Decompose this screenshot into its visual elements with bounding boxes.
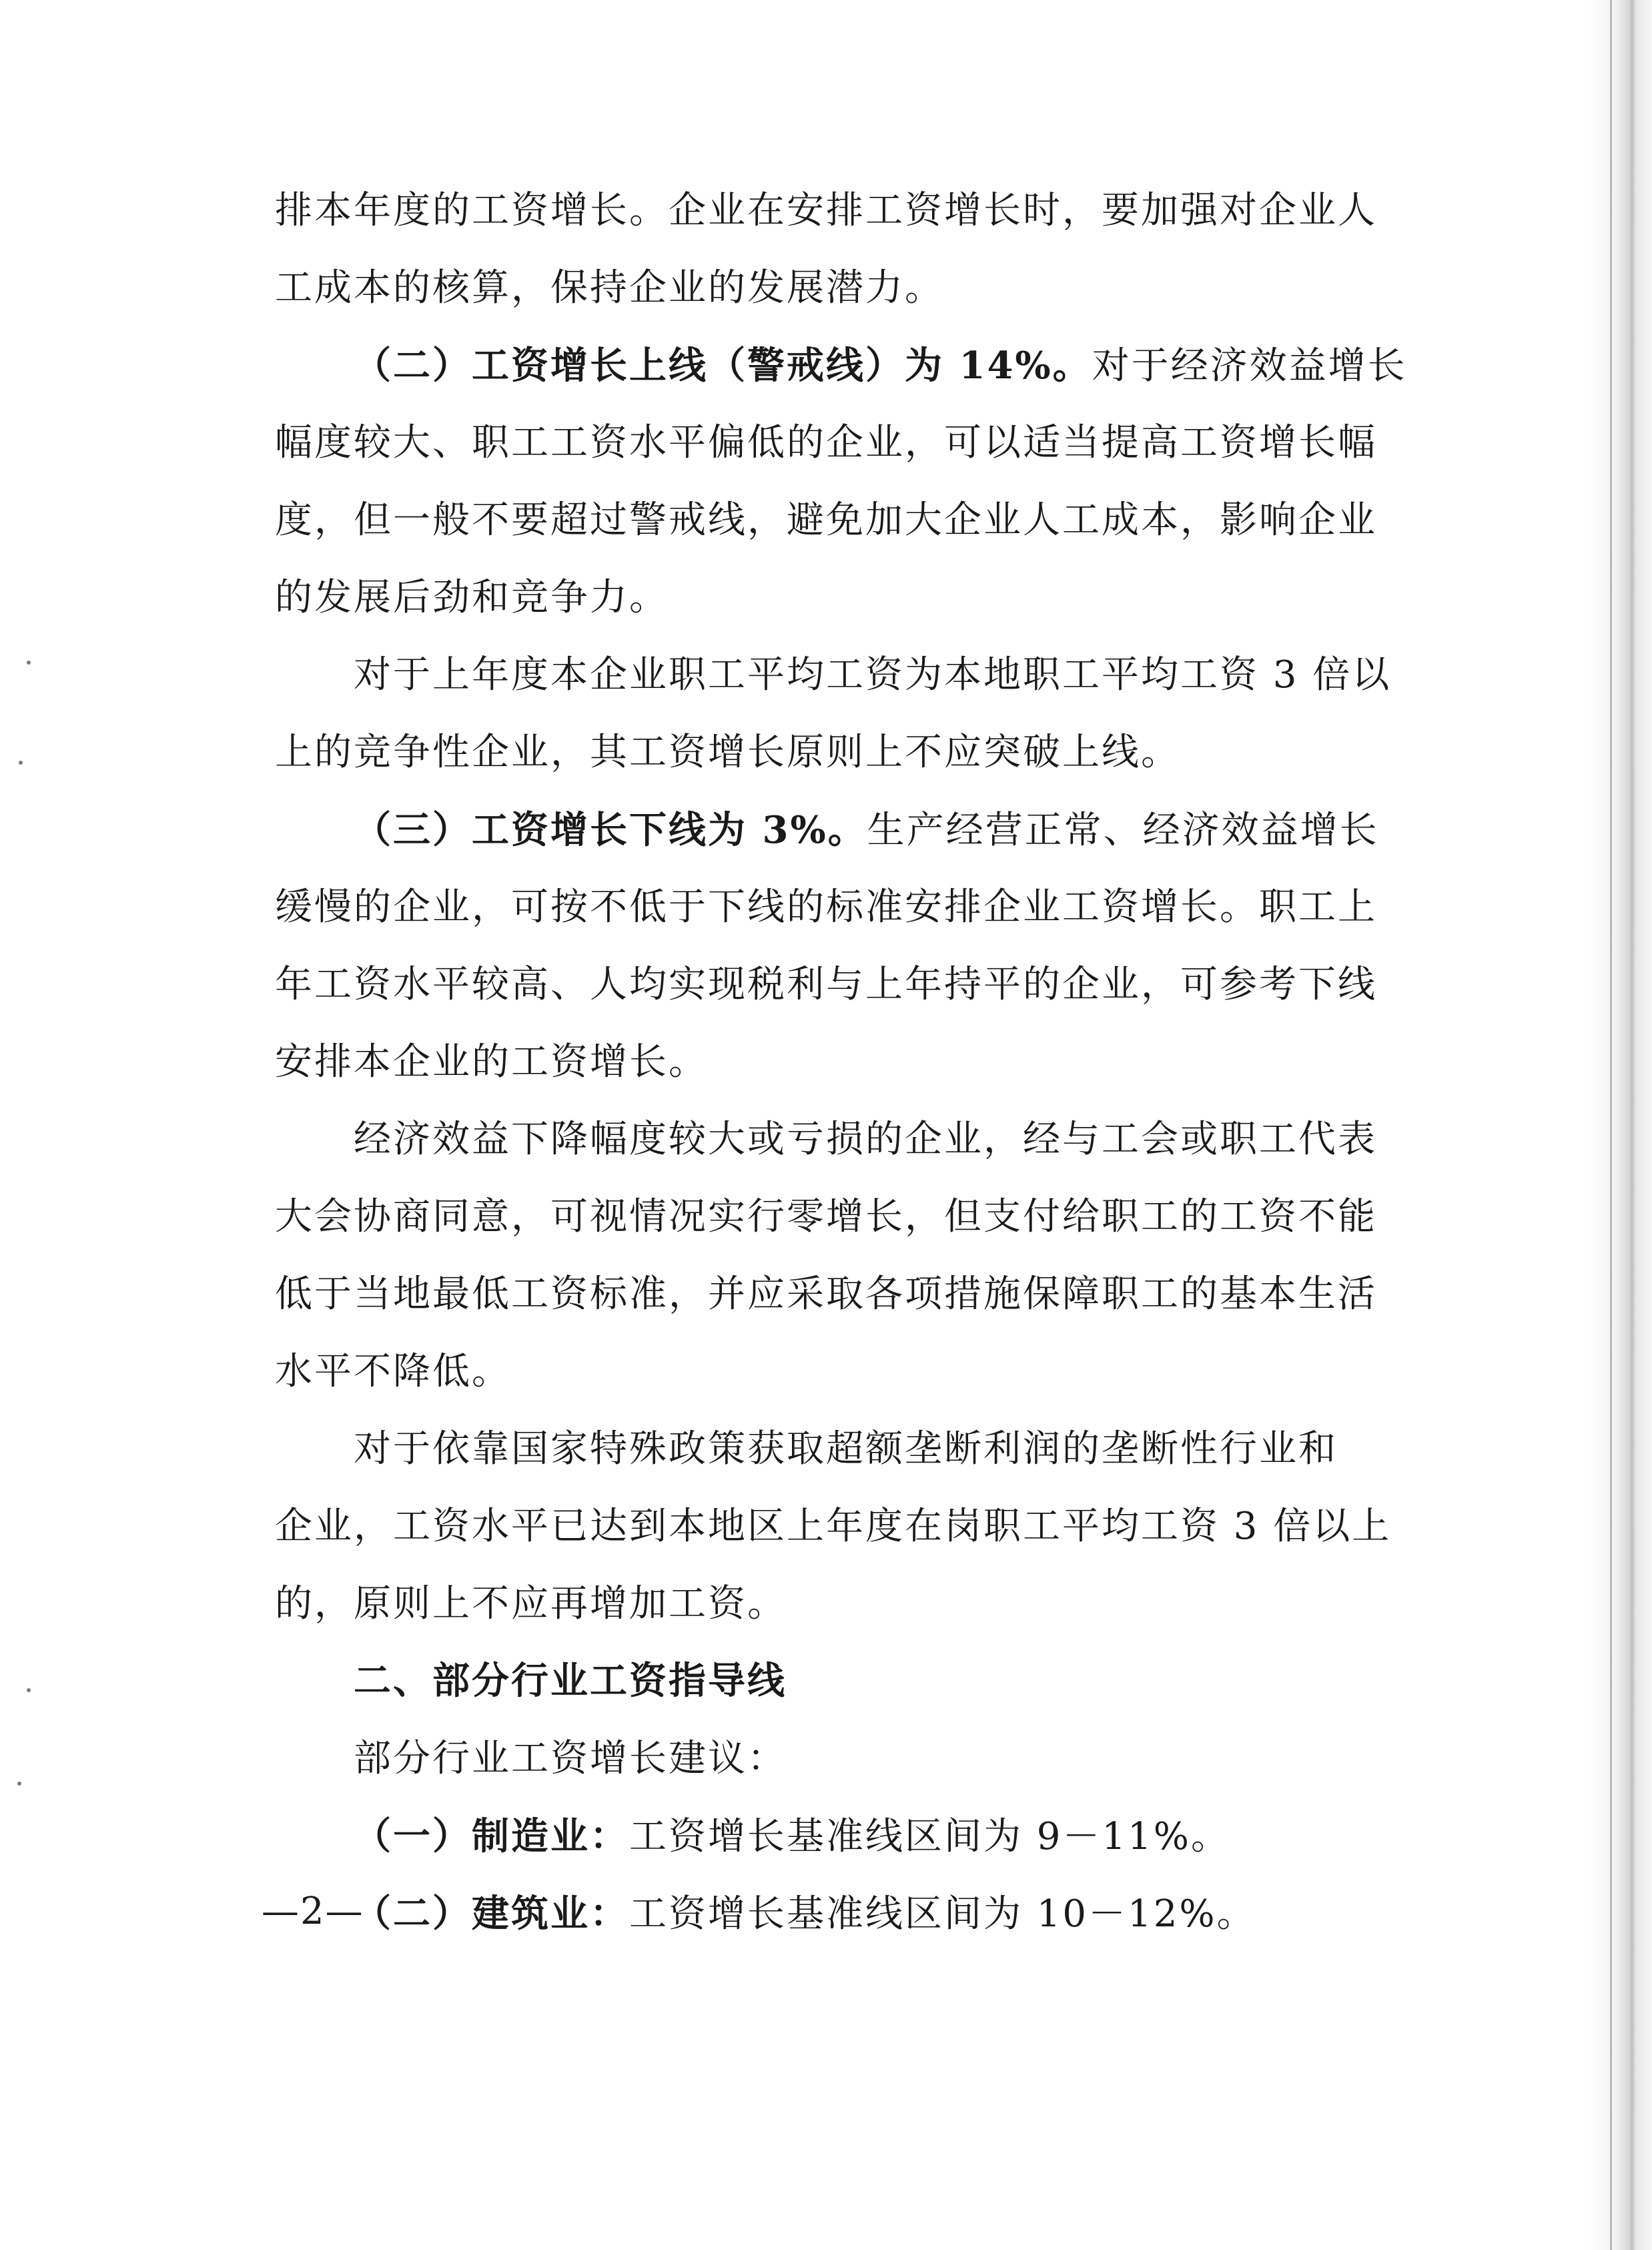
scan-speck [27, 1688, 31, 1692]
text-line: 企业，工资水平已达到本地区上年度在岗职工平均工资 3 倍以上 [275, 1505, 1392, 1548]
text-line: 低于当地最低工资标准，并应采取各项措施保障职工的基本生活 [275, 1272, 1377, 1316]
text-line: 经济效益下降幅度较大或亏损的企业，经与工会或职工代表 [354, 1118, 1377, 1161]
text-line: 的，原则上不应再增加工资。 [275, 1582, 787, 1625]
text-line: 上的竞争性企业，其工资增长原则上不应突破上线。 [275, 731, 1180, 774]
scan-edge-line [1610, 0, 1612, 2250]
text-line: 排本年度的工资增长。企业在安排工资增长时，要加强对企业人 [275, 189, 1377, 232]
section-heading: 二、部分行业工资指导线 [354, 1659, 787, 1703]
text-line [275, 791, 1436, 869]
clause-upper-line-lead: （二）工资增长上线（警戒线）为 14%。 [354, 344, 1092, 388]
industry-text: 工资增长基准线区间为 9－11%。 [629, 1815, 1230, 1858]
clause-lower-line-lead: （三）工资增长下线为 3%。 [354, 808, 867, 852]
text-line [275, 327, 1436, 404]
industry-item-construction [275, 1875, 1436, 1952]
clause-text: 生产经营正常、经济效益增长 [867, 809, 1379, 852]
industry-label: （二）建筑业： [354, 1892, 629, 1936]
text-line: 水平不降低。 [275, 1350, 511, 1393]
text-line: 安排本企业的工资增长。 [275, 1040, 708, 1084]
text-line: 对于依靠国家特殊政策获取超额垄断利润的垄断性行业和 [354, 1427, 1338, 1471]
page-number: —2— [262, 1890, 364, 1933]
scan-speck [27, 661, 31, 665]
text-line: 缓慢的企业，可按不低于下线的标准安排企业工资增长。职工上 [275, 885, 1377, 929]
text-line: 对于上年度本企业职工平均工资为本地职工平均工资 3 倍以 [354, 653, 1392, 697]
scan-speck [19, 761, 23, 765]
text-line: 大会协商同意，可视情况实行零增长，但支付给职工的工资不能 [275, 1195, 1377, 1238]
scan-speck [17, 1782, 21, 1786]
body-text [275, 172, 1436, 1952]
text-line: 幅度较大、职工工资水平偏低的企业，可以适当提高工资增长幅 [275, 421, 1377, 464]
text-line: 度，但一般不要超过警戒线，避免加大企业人工成本，影响企业 [275, 498, 1377, 542]
text-line: 工成本的核算，保持企业的发展潜力。 [275, 266, 944, 310]
text-line: 年工资水平较高、人均实现税利与上年持平的企业，可参考下线 [275, 963, 1377, 1006]
industry-label: （一）制造业： [354, 1814, 629, 1858]
text-line: 的发展后劲和竞争力。 [275, 576, 669, 619]
industry-item-manufacturing [275, 1798, 1436, 1875]
industry-text: 工资增长基准线区间为 10－12%。 [629, 1892, 1256, 1936]
section-intro: 部分行业工资增长建议： [354, 1737, 787, 1780]
clause-text: 对于经济效益增长 [1092, 344, 1407, 388]
scan-edge-shadow [1588, 0, 1652, 2250]
